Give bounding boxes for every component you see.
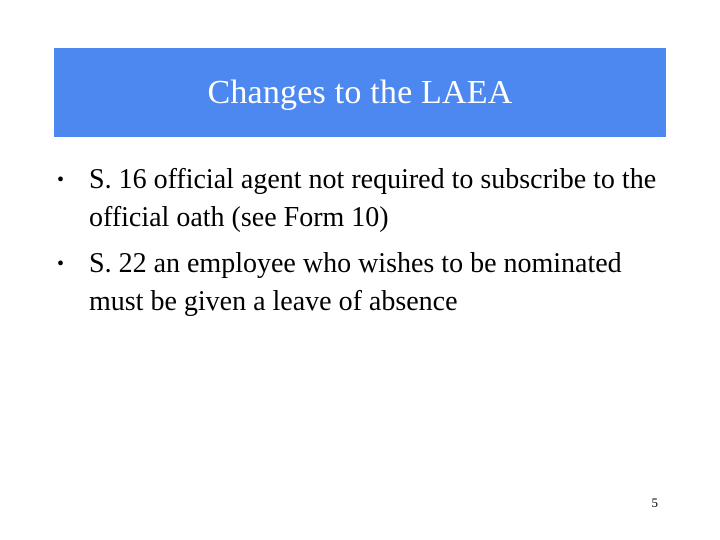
bullet-icon: • [57,169,65,191]
bullet-icon: • [57,253,65,275]
title-bar [54,48,666,137]
bullet-text: S. 22 an employee who wishes to be nominated must be given a leave of absence [89,248,622,317]
bullet-item [57,245,677,321]
bullet-text: S. 16 official agent not required to subscribe to the official oath (see Form 10) [89,164,657,233]
bullet-list [57,161,677,329]
slide-title: Changes to the LAEA [207,73,513,111]
page-number: 5 [651,495,658,510]
bullet-item [57,161,677,237]
